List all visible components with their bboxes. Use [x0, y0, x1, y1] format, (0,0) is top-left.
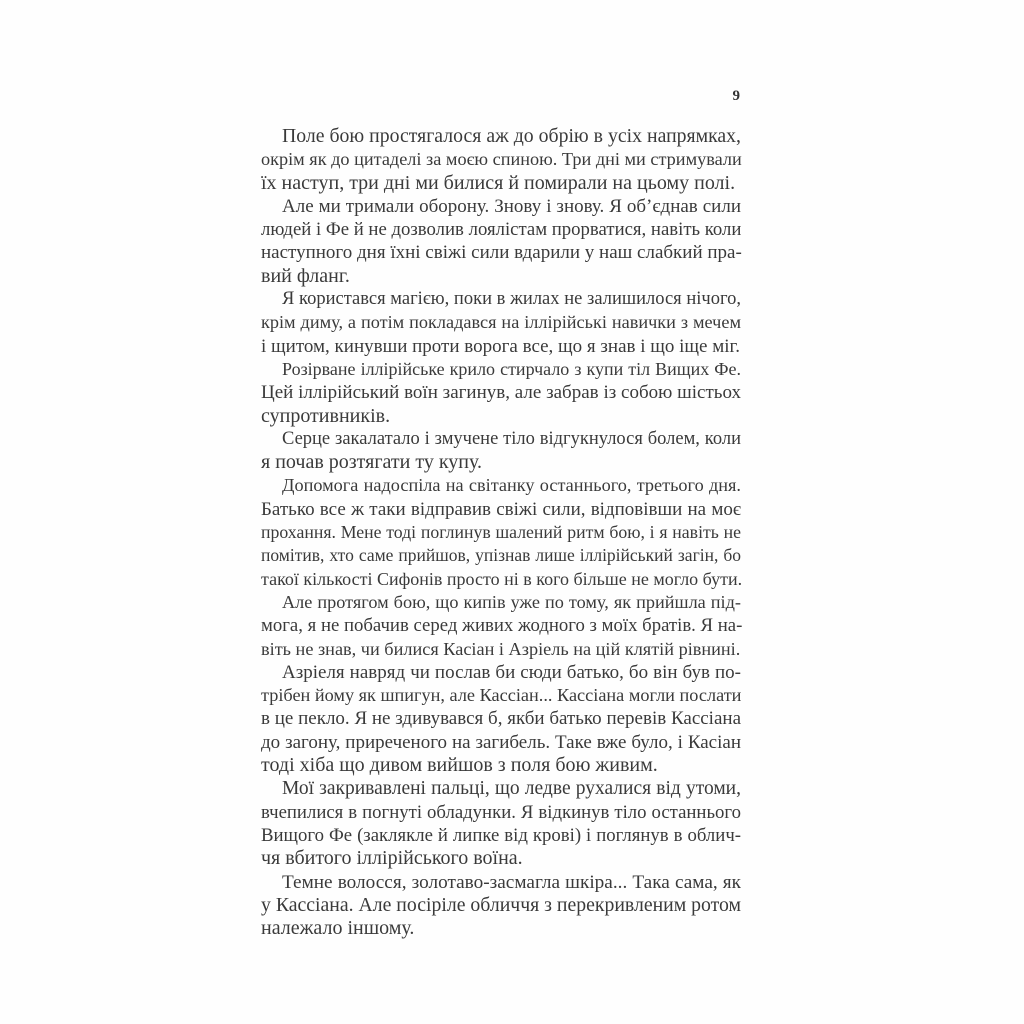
text-line: Батько все ж таки відправив свіжі сили, відповівши на моє	[261, 498, 741, 520]
text-line: Вищого Фе (заклякле й липке від крові) і поглянув в облич-	[261, 824, 741, 846]
text-line: в це пекло. Я не здивувався б, якби батько перевів Кассіана	[261, 708, 741, 730]
text-line: у Кассіана. Але посіріле обличчя з перекривленим ротом	[261, 893, 742, 916]
text-line: Мої закривавлені пальці, що ледве рухалися від утоми,	[282, 778, 741, 800]
text-line: вчепилися в погнуті обладунки. Я відкинув тіло останнього	[261, 801, 741, 823]
text-line: їх наступ, три дні ми билися й помирали на цьому полі.	[261, 171, 736, 194]
text-line: Цей іллірійський воїн загинув, але забрав із собою шістьох	[261, 382, 741, 404]
text-line: Але протягом бою, що кипів уже по тому, як прийшла під-	[282, 591, 741, 612]
text-line: Я користався магією, поки в жилах не залишилося нічого,	[282, 289, 741, 310]
text-line: Але ми тримали оборону. Знову і знову. Я об’єднав сили	[282, 195, 741, 217]
text-line: Азріеля навряд чи послав би сюди батько, бо він був по-	[282, 661, 741, 683]
text-line: Розірване іллірійське крило стирчало з купи тіл Вищих Фе.	[282, 358, 741, 379]
text-line: і щитом, кинувши проти ворога все, що я знав і що іще міг.	[261, 335, 740, 357]
text-line: прохання. Мене тоді поглинув шалений ритм бою, і я навіть не	[261, 522, 741, 543]
text-line: людей і Фе й не дозволив лоялістам прорватися, навіть коли	[261, 219, 742, 241]
text-line: Темне волосся, золотаво-засмагла шкіра... Така сама, як	[282, 871, 741, 893]
text-line: Серце закалатало і змучене тіло відгукнулося болем, коли	[282, 428, 741, 449]
page-number: 9	[732, 88, 740, 104]
text-line: Поле бою простягалося аж до обрію в усіх напрямках,	[282, 125, 741, 147]
text-line: Допомога надоспіла на світанку останнього, третього дня.	[282, 475, 741, 496]
text-line: окрім як до цитаделі за моєю спиною. Три дні ми стримували	[261, 149, 742, 170]
text-line: супротивників.	[261, 404, 391, 427]
text-line: крім диму, а потім покладався на іллірійські навички з мечем	[261, 312, 741, 333]
text-line: помітив, хто саме прийшов, упізнав лише іллірійський загін, бо	[261, 545, 741, 566]
text-line: тоді хіба що дивом вийшов з поля бою живим.	[261, 754, 658, 777]
text-line: я почав розтягати ту купу.	[261, 451, 482, 474]
text-line: мога, я не побачив серед живих жодного з моїх братів. Я на-	[261, 615, 743, 637]
text-line: належало іншому.	[261, 917, 415, 940]
text-line: віть не знав, чи билися Касіан і Азріель на цій клятій рівнині.	[261, 638, 741, 659]
body-text	[261, 125, 741, 940]
text-line: чя вбитого іллірійського воїна.	[261, 847, 523, 870]
text-line: до загону, приреченого на загибель. Таке вже було, і Касіан	[261, 731, 741, 753]
text-line: трібен йому як шпигун, але Кассіан... Кассіана могли послати	[261, 685, 742, 706]
text-line: вий фланг.	[261, 264, 350, 287]
text-line: наступного дня їхні свіжі сили вдарили у наш слабкий пра-	[261, 242, 742, 264]
text-line: такої кількості Сифонів просто ні в кого більше не могло бути.	[261, 568, 743, 589]
